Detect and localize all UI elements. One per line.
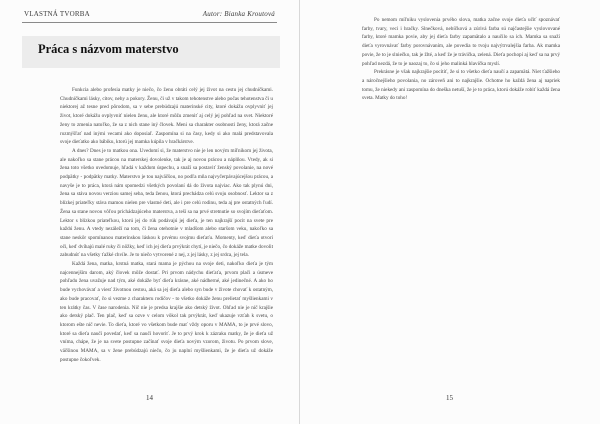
paragraph: Po nemom míľniku vyslovenia prvého slova, matka začne svoje dieťa učiť spoznávať farby, tvary, veci i hračky. Slnečková, nebíčková a zúrivá farba sú najčastejšie vyslovované farby, ktoré mamka povie, aby jej dieťa farby zapamätalo a naučilo sa ich. Mamka sa snaží dieťa vyrovnávať farby porovnávaním, ale povedia to tvoju najvýtrvalejšia farba. Ak mamka povie, že to je slniečko, tak je žlté, a keď že je trávička, zelená. Dieťa pochopí aj keď sa na prvý pohľad nezdá, že to je naozaj to, čo si jeho malinká hlavička myslí.	[362, 17, 560, 67]
left-body-text	[60, 86, 273, 365]
page-number-right: 15	[446, 394, 453, 402]
paragraph: Funkcia alebo profesia matky je niečo, čo ženu obráti celý jej život na cestu jej chudničkami. Chudničkami lásky, citov, nehy a pokory. Ženu, či už v takom tehotenstve alebo počas tehotenstva či u niektorej až tesne pred pôrodom, sa v sebe prebúdzajú materinské city, ktoré dokážu ovplyvniť jej život, ktoré dokážu ovplyvniť nielen ženu, ale ktoré môžu zmeniť aj celý jej pohľad na svet. Niektoré ženy to zmenia natoľko, že sa z nich stane iný človek. Meni sa charakter osobnosti ženy, ktorá začne rozmýšľať nad inými vecami ako doposiaľ. Zaspomína si na časy, kedy si ako malá predstavovala svoje dieťatko ako bábiku, ktorú jej mamka kúpila v hračkárstve.	[60, 87, 273, 146]
author-header: Autor: Bianka Kroutová	[202, 10, 275, 18]
title-box	[22, 36, 280, 68]
right-page	[300, 0, 600, 424]
section-header: VLASTNÁ TVORBA	[24, 10, 90, 18]
article-title: Práca s názvom materstvo	[38, 42, 179, 56]
right-body-text	[362, 16, 560, 103]
page-number-left: 14	[146, 394, 153, 402]
paragraph: Každá žena, matka, krstná matka, stará mama je pýchou na svoje deti, nakoľko dieťa je tým najcennejším darom, aký človek môže dostať. Pri prvom nádychu dieťaťa, prvom plači a úsmeve pohľadu žena uvažuje nad tým, aké dokáže byť dieťa krásne, aké nádherné, aké jedinečné. A ako ho bude vychovávať a viesť životnou cestou, aká sa jej dieťa alebo syn bude v živote chovať k ostatným, ako bude pracovať, čo si vezme z charakteru rodičov - to všetko dokáže ženu prelietať myšlienkami v ten krátky čas. V čase narodenia. Nič nie je predsa krajšie ako detský život. Ohľad nie je nič krajšie ako detský plač. Ten plač, keď sa ozve v celom vôkol tak prvýkrát, keď ukazuje vzťah k svetu, o ktorom ešte nič nevie. To dieťa, ktoré vo všetkom bude mať vždy oporu v MAMA, to je prvé slovo, ktoré sa dieťa naučí povedať, keď sa naučí hovoriť. Je to prvý krok k zázraku matky, že je dieťa už vníma, chápe, že je na svete postupne začínať svoje dieťa novým vzorom, životu. Po prvom slove, väčšinou MAMA, sa v žene prebúdzajú niečo, čo ju naplní myšlienkami, že je dieťa už dokáže postupne čokoľvek.	[60, 261, 273, 363]
header-rule	[22, 22, 277, 23]
paragraph: A dnes? Dnes je to matkou ona. Uvedomí si, že materstvo nie je len novým míľnikom jej života, ale nakoľko sa stane prácou na materskej dovolenke, tak je aj novou prácou a náplňou. Vtedy, ak si žena toto všetko uvedomuje, hľadá v každom úspechu, a snaží sa postaviť ženský povolanie, na nové podpätky - podpätky matky. Materstvo je tou najväčšou, no podľa mňa najvyčerpávajúcejšou prácou, a navyše je to práca, ktorá nám spomedzi všetkých povolaní dá do života najviac. Ako tak plynú dni, žena sa stáva novou verziou samej seba, teda ženou, ktorá prechádza celú svoju osobnosť. Lektor sa z blízkej priateľky stáva mamou nielen pre vlastné deti, ale i pre celú rodinu, teda aj pre ostatných ľudí. Žena sa stane novou vôľou prichádzajúceho materstva, a teší sa na prvé stretnutie so svojím dieťaťom. Lektor s blízkou priateľkou, ktorú jej do rúk podávajú jej dieťa, je ten najkrajší pocit na svete pre každú ženu. A vtedy nezáleží na tom, či žena otehotnie v mladšom alebo staršom veku, nakoľko sa stane neskôr spomínanou materinskou láskou k prvému svojmu dieťaťu. Momenty, keď dieťa otvorí oči, keď dvíhajú malé ruky či nôžky, keď ich jej dieťa prvýkrát chytí, je niečo, čo dokáže matke dovolit zabudnúť na všetky ťažké chvíle. Je to niečo vytvorené z nej, z jej lásky, z jej srdca, jej tela.	[60, 147, 273, 259]
paragraph: Prekrásne je však najkrajšie pocítiť, že si to všetko dieťa naučí a zapamätá. Niet ťažšieho a náročnejšieho povolania, no zároveň ani to najkrajšie. Ochotne ho každá žena aj napriek tomu, že niekedy ani zaspomína do dneška netuší, že je to práca, ktorú dokáže robiť každá žena sveta. Matky do toho!	[362, 69, 560, 102]
